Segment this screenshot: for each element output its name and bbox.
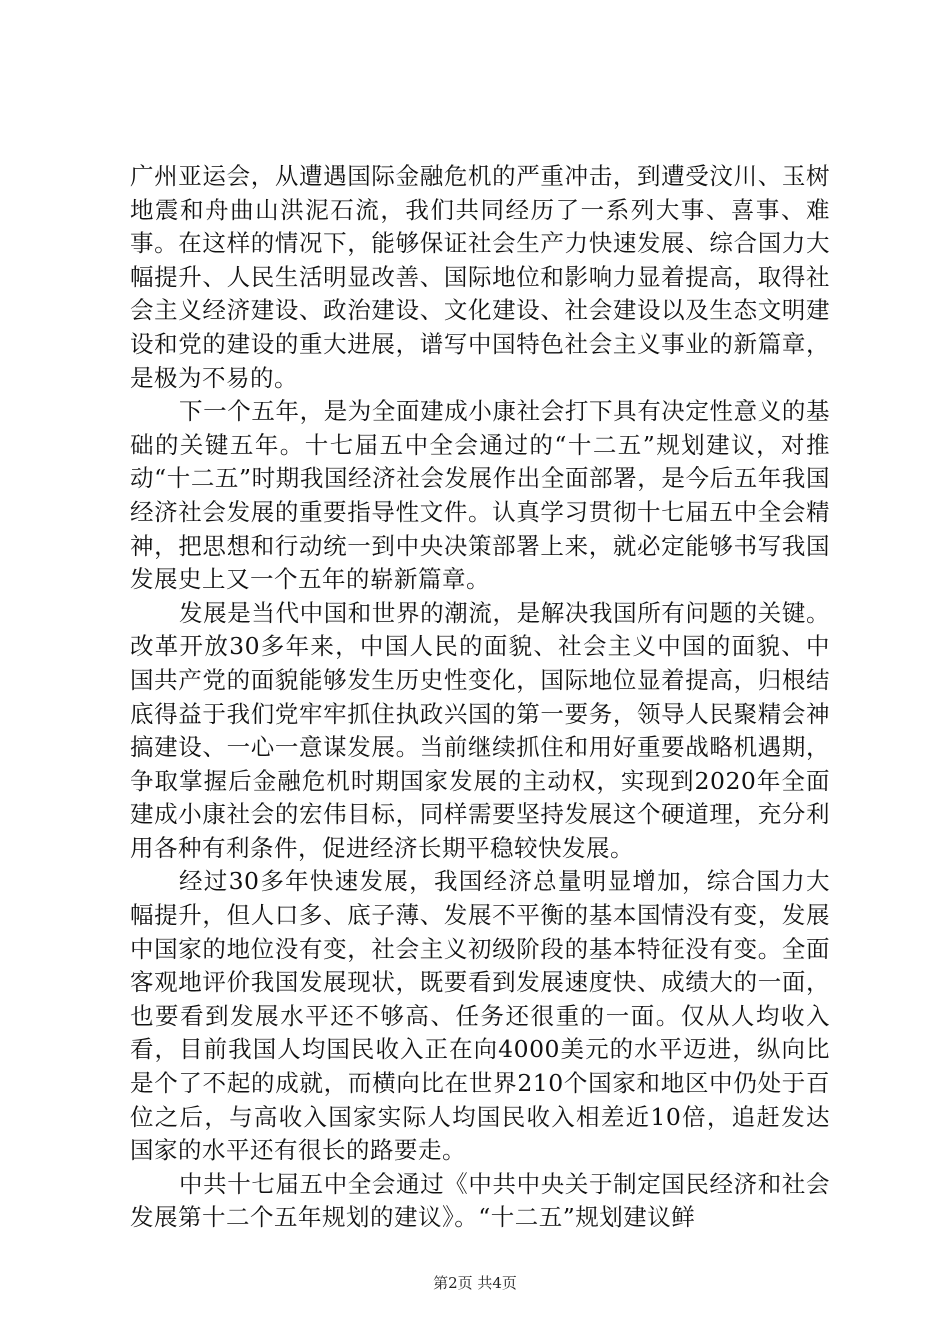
body-text [130,160,830,1235]
paragraph-3: 发展是当代中国和世界的潮流，是解决我国所有问题的关键。改革开放30多年来，中国人民的面貌、社会主义中国的面貌、中国共产党的面貌能够发生历史性变化，国际地位显着提高，归根结底得益于我们党牢牢抓住执政兴国的第一要务，领导人民聚精会神搞建设、一心一意谋发展。当前继续抓住和用好重要战略机遇期，争取掌握后金融危机时期国家发展的主动权，实现到2020年全面建成小康社会的宏伟目标，同样需要坚持发展这个硬道理，充分利用各种有利条件，促进经济长期平稳较快发展。 [130,598,830,862]
paragraph-5: 中共十七届五中全会通过《中共中央关于制定国民经济和社会发展第十二个五年规划的建议》。“十二五”规划建议鲜 [130,1169,830,1232]
paragraph-4: 经过30多年快速发展，我国经济总量明显增加，综合国力大幅提升，但人口多、底子薄、发展不平衡的基本国情没有变，发展中国家的地位没有变，社会主义初级阶段的基本特征没有变。全面客观地评价我国发展现状，既要看到发展速度快、成绩大的一面，也要看到发展水平还不够高、任务还很重的一面。仅从人均收入看，目前我国人均国民收入正在向4000美元的水平迈进，纵向比是个了不起的成就，而横向比在世界210个国家和地区中仍处于百位之后，与高收入国家实际人均国民收入相差近10倍，追赶发达国家的水平还有很长的路要走。 [130,867,830,1165]
paragraph-1: 广州亚运会，从遭遇国际金融危机的严重冲击，到遭受汶川、玉树地震和舟曲山洪泥石流，我们共同经历了一系列大事、喜事、难事。在这样的情况下，能够保证社会生产力快速发展、综合国力大幅提升、人民生活明显改善、国际地位和影响力显着提高，取得社会主义经济建设、政治建设、文化建设、社会建设以及生态文明建设和党的建设的重大进展，谱写中国特色社会主义事业的新篇章，是极为不易的。 [130,162,830,392]
page-number-label: 第2页 共4页 [433,1274,517,1292]
page-footer [0,1273,950,1293]
paragraph-2: 下一个五年，是为全面建成小康社会打下具有决定性意义的基础的关键五年。十七届五中全会通过的“十二五”规划建议，对推动“十二五”时期我国经济社会发展作出全面部署，是今后五年我国经济社会发展的重要指导性文件。认真学习贯彻十七届五中全会精神，把思想和行动统一到中央决策部署上来，就必定能够书写我国发展史上又一个五年的崭新篇章。 [130,397,830,594]
